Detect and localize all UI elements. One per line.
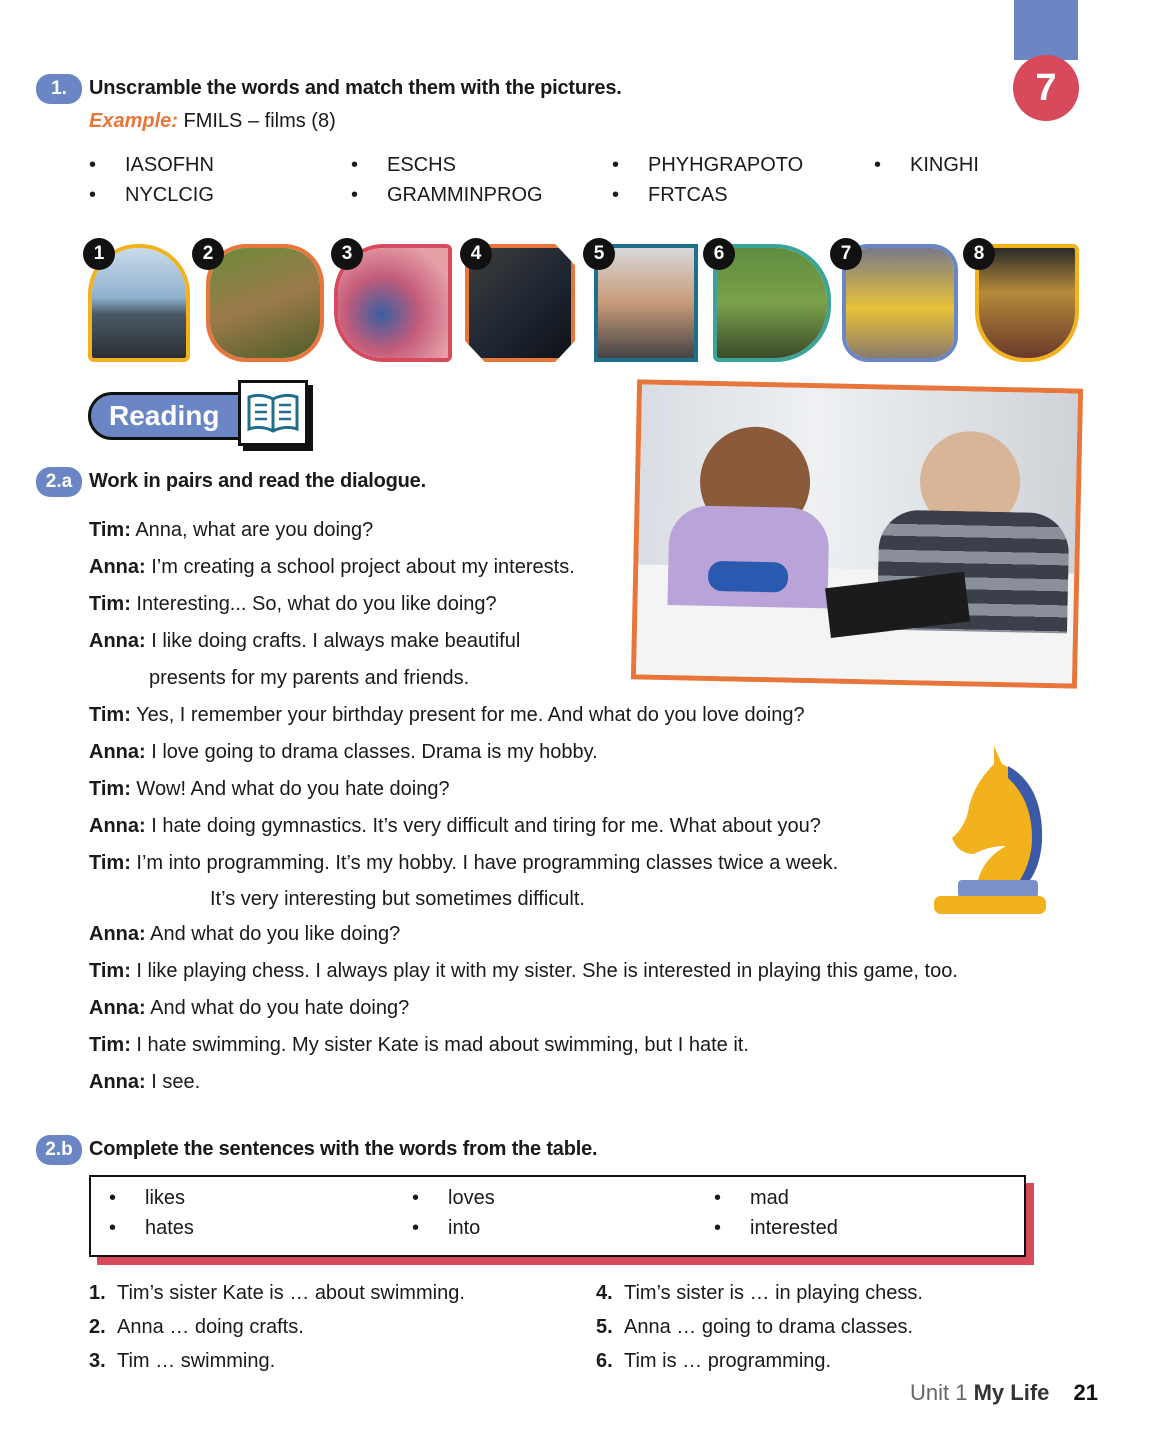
speaker: Anna: xyxy=(89,630,146,652)
dialogue-line xyxy=(89,1027,1049,1064)
line-text: Interesting... So, what do you like doing? xyxy=(136,593,497,615)
exercise-1-example xyxy=(89,110,336,133)
speaker: Anna: xyxy=(89,741,146,763)
word-bank-item: • interested xyxy=(714,1213,838,1243)
dialogue-line xyxy=(89,697,1049,734)
dialogue-line xyxy=(89,916,1049,953)
line-text: I love going to drama classes. Drama is my hobby. xyxy=(151,741,598,763)
scrambled-words-col-2 xyxy=(351,150,543,210)
scrambled-words-col-4 xyxy=(874,150,979,180)
line-text: It’s very interesting but sometimes difficult. xyxy=(210,888,585,910)
speaker: Tim: xyxy=(89,704,131,726)
chess-knight-icon xyxy=(928,742,1052,924)
speaker: Tim: xyxy=(89,593,131,615)
speaker: Anna: xyxy=(89,923,146,945)
speaker: Anna: xyxy=(89,815,146,837)
dialogue-line xyxy=(89,1064,1049,1101)
scrambled-word: • FRTCAS xyxy=(612,180,803,210)
sentence-number: 6. xyxy=(596,1350,613,1372)
line-text: I like playing chess. I always play it with my sister. She is interested in playing this game, too. xyxy=(136,960,958,982)
sentences-right xyxy=(596,1276,923,1378)
picture-hiking xyxy=(206,244,324,362)
line-text: I’m into programming. It’s my hobby. I have programming classes twice a week. xyxy=(136,852,839,874)
dialogue-line xyxy=(89,586,1049,623)
speaker: Anna: xyxy=(89,1071,146,1093)
dialogue-line xyxy=(89,953,1049,990)
word-bank-item: • mad xyxy=(714,1183,838,1213)
line-text: And what do you hate doing? xyxy=(150,997,410,1019)
scrambled-word: • IASOFHN xyxy=(89,150,214,180)
sentences-left xyxy=(89,1276,465,1378)
word-bank-col-2 xyxy=(412,1183,495,1243)
exercise-2a-badge: 2.a xyxy=(36,467,82,497)
scrambled-words-col-3 xyxy=(612,150,803,210)
word-bank-col-1 xyxy=(109,1183,194,1243)
sentence-number: 2. xyxy=(89,1316,106,1338)
speaker: Tim: xyxy=(89,960,131,982)
reading-label-text: Reading xyxy=(109,400,220,431)
speaker: Tim: xyxy=(89,778,131,800)
dialogue xyxy=(89,512,1049,1101)
sentence-item xyxy=(596,1276,923,1310)
sentence-item xyxy=(89,1344,465,1378)
sentence-item xyxy=(89,1276,465,1310)
sentence-text: Anna … doing crafts. xyxy=(117,1316,304,1338)
sentence-number: 1. xyxy=(89,1282,106,1304)
sentence-number: 3. xyxy=(89,1350,106,1372)
footer-unit: Unit 1 xyxy=(910,1380,968,1405)
dialogue-line xyxy=(89,845,1049,882)
sentence-text: Tim is … programming. xyxy=(624,1350,832,1372)
line-text: I see. xyxy=(151,1071,201,1093)
line-text: Anna, what are you doing? xyxy=(135,519,374,541)
picture-number: 5 xyxy=(583,238,615,270)
line-text: And what do you like doing? xyxy=(150,923,401,945)
page-number: 21 xyxy=(1073,1380,1099,1405)
dialogue-line xyxy=(89,771,1049,808)
scrambled-words-col-1 xyxy=(89,150,214,210)
scrambled-word: • GRAMMINPROG xyxy=(351,180,543,210)
picture-number: 2 xyxy=(192,238,224,270)
speaker: Tim: xyxy=(89,519,131,541)
line-text: Wow! And what do you hate doing? xyxy=(136,778,450,800)
word-bank-item: • into xyxy=(412,1213,495,1243)
sentence-number: 4. xyxy=(596,1282,613,1304)
picture-number: 8 xyxy=(963,238,995,270)
page-footer xyxy=(910,1380,1098,1406)
sentence-item xyxy=(596,1344,923,1378)
word-bank-item: • likes xyxy=(109,1183,194,1213)
sentence-text: Tim’s sister is … in playing chess. xyxy=(624,1282,923,1304)
sentence-text: Tim … swimming. xyxy=(117,1350,276,1372)
picture-number: 6 xyxy=(703,238,735,270)
sentence-text: Tim’s sister Kate is … about swimming. xyxy=(117,1282,465,1304)
sentence-item xyxy=(89,1310,465,1344)
picture-number: 3 xyxy=(331,238,363,270)
sentence-text: Anna … going to drama classes. xyxy=(624,1316,914,1338)
dialogue-line xyxy=(89,623,1049,660)
picture-number: 1 xyxy=(83,238,115,270)
dialogue-line xyxy=(89,660,1049,697)
exercise-2b-badge: 2.b xyxy=(36,1135,82,1165)
exercise-2a-instruction: Work in pairs and read the dialogue. xyxy=(89,470,426,492)
line-text: I like doing crafts. I always make beautiful xyxy=(151,630,521,652)
example-label: Example: xyxy=(89,110,178,132)
unit-number-badge: 7 xyxy=(1013,55,1079,121)
speaker: Tim: xyxy=(89,1034,131,1056)
exercise-1-badge: 1. xyxy=(36,74,82,104)
exercise-2b-instruction: Complete the sentences with the words from the table. xyxy=(89,1138,598,1160)
picture-number: 7 xyxy=(830,238,862,270)
sentence-number: 5. xyxy=(596,1316,613,1338)
dialogue-line xyxy=(89,512,1049,549)
dialogue-line xyxy=(89,990,1049,1027)
line-text: presents for my parents and friends. xyxy=(149,667,470,689)
scrambled-word: • NYCLCIG xyxy=(89,180,214,210)
speaker: Anna: xyxy=(89,556,146,578)
scrambled-word: • PHYHGRAPOTO xyxy=(612,150,803,180)
sentence-item xyxy=(596,1310,923,1344)
scrambled-word: • ESCHS xyxy=(351,150,543,180)
dialogue-line xyxy=(89,882,1049,916)
word-bank-item: • hates xyxy=(109,1213,194,1243)
dialogue-line xyxy=(89,734,1049,771)
picture-number: 4 xyxy=(460,238,492,270)
exercise-1-instruction: Unscramble the words and match them with the pictures. xyxy=(89,77,622,99)
word-bank-item: • loves xyxy=(412,1183,495,1213)
dialogue-line xyxy=(89,808,1049,845)
example-text: FMILS – films (8) xyxy=(183,110,336,132)
line-text: I hate swimming. My sister Kate is mad about swimming, but I hate it. xyxy=(136,1034,749,1056)
scrambled-word: • KINGHI xyxy=(874,150,979,180)
word-bank-table xyxy=(89,1175,1026,1257)
speaker: Tim: xyxy=(89,852,131,874)
footer-unit-title: My Life xyxy=(973,1380,1050,1405)
word-bank-col-3 xyxy=(714,1183,838,1243)
speaker: Anna: xyxy=(89,997,146,1019)
unit-tab-strip xyxy=(1014,0,1078,60)
line-text: Yes, I remember your birthday present for me. And what do you love doing? xyxy=(136,704,805,726)
dialogue-line xyxy=(89,549,1049,586)
line-text: I’m creating a school project about my interests. xyxy=(151,556,575,578)
open-book-icon xyxy=(238,380,308,446)
line-text: I hate doing gymnastics. It’s very difficult and tiring for me. What about you? xyxy=(151,815,821,837)
